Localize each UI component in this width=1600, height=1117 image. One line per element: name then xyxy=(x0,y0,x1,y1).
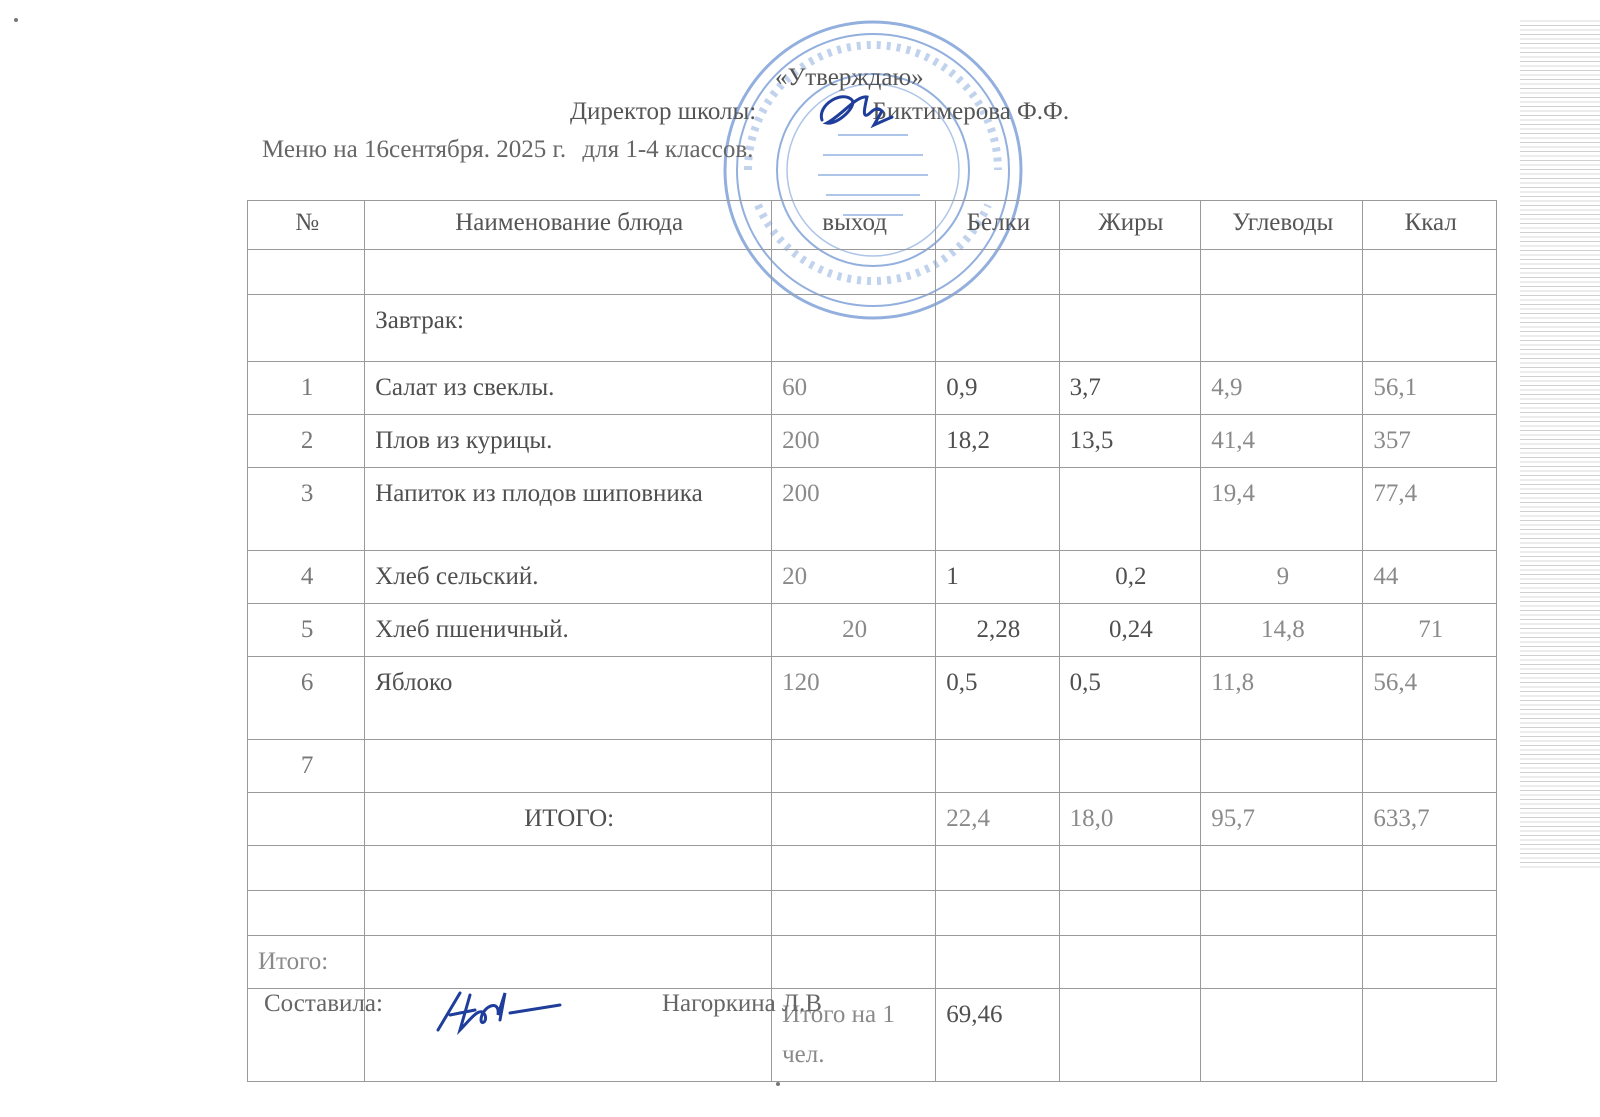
total-kcal: 633,7 xyxy=(1363,793,1497,846)
row-number: 1 xyxy=(248,362,365,415)
dish-kcal: 71 xyxy=(1363,604,1497,657)
dish-name: Хлеб сельский. xyxy=(365,551,772,604)
dish-name: Салат из свеклы. xyxy=(365,362,772,415)
dish-output: 200 xyxy=(772,415,936,468)
director-name: Биктимерова Ф.Ф. xyxy=(872,98,1070,125)
table-header-row xyxy=(248,201,1497,250)
scan-dot xyxy=(14,18,18,22)
dish-fat: 13,5 xyxy=(1059,415,1201,468)
composer-signature xyxy=(430,985,580,1045)
table-row xyxy=(248,604,1497,657)
dish-kcal: 77,4 xyxy=(1363,468,1497,551)
approve-heading: «Утверждаю» xyxy=(775,64,924,91)
table-row-total xyxy=(248,793,1497,846)
row-number: 5 xyxy=(248,604,365,657)
col-output: выход xyxy=(772,201,936,250)
dish-carbs: 11,8 xyxy=(1201,657,1363,740)
table-row-section xyxy=(248,295,1497,362)
table-row xyxy=(248,362,1497,415)
grand-total-label: Итого: xyxy=(248,936,365,989)
director-signature xyxy=(812,85,902,135)
dish-carbs: 41,4 xyxy=(1201,415,1363,468)
menu-title: Меню на 16сентября. 2025 г. xyxy=(262,136,567,163)
dish-name: Яблоко xyxy=(365,657,772,740)
dish-output: 120 xyxy=(772,657,936,740)
dish-kcal: 56,4 xyxy=(1363,657,1497,740)
table-row xyxy=(248,740,1497,793)
dish-fat: 0,2 xyxy=(1059,551,1201,604)
col-fat: Жиры xyxy=(1059,201,1201,250)
total-fat: 18,0 xyxy=(1059,793,1201,846)
dish-protein: 1 xyxy=(936,551,1059,604)
table-row xyxy=(248,657,1497,740)
total-label: ИТОГО: xyxy=(365,793,772,846)
menu-title-line xyxy=(262,136,763,164)
dish-name: Напиток из плодов шиповника xyxy=(365,468,772,551)
grades-label: для 1-4 классов. xyxy=(582,136,754,163)
table-row-grand xyxy=(248,936,1497,989)
table-row xyxy=(248,415,1497,468)
row-number: 4 xyxy=(248,551,365,604)
row-number: 2 xyxy=(248,415,365,468)
dish-kcal: 56,1 xyxy=(1363,362,1497,415)
dish-fat: 0,5 xyxy=(1059,657,1201,740)
menu-table xyxy=(247,200,1497,1082)
dish-protein xyxy=(936,468,1059,551)
dish-name: Плов из курицы. xyxy=(365,415,772,468)
row-number: 3 xyxy=(248,468,365,551)
dish-protein: 0,5 xyxy=(936,657,1059,740)
composer-name: Нагоркина Л.В xyxy=(662,990,822,1017)
scan-dot xyxy=(776,1082,780,1086)
composer-label: Составила: xyxy=(264,990,383,1017)
dish-output: 20 xyxy=(772,551,936,604)
table-row xyxy=(248,551,1497,604)
dish-kcal: 44 xyxy=(1363,551,1497,604)
row-number: 7 xyxy=(248,740,365,793)
dish-output: 200 xyxy=(772,468,936,551)
dish-output: 60 xyxy=(772,362,936,415)
dish-carbs: 14,8 xyxy=(1201,604,1363,657)
section-label: Завтрак: xyxy=(365,295,772,362)
col-number: № xyxy=(248,201,365,250)
dish-output: 20 xyxy=(772,604,936,657)
dish-fat xyxy=(1059,468,1201,551)
director-label: Директор школы: xyxy=(570,98,757,125)
dish-protein: 18,2 xyxy=(936,415,1059,468)
dish-protein: 2,28 xyxy=(936,604,1059,657)
table-row-empty xyxy=(248,891,1497,936)
dish-name: Хлеб пшеничный. xyxy=(365,604,772,657)
per-person-value: 69,46 xyxy=(936,989,1059,1082)
col-carbs: Углеводы xyxy=(1201,201,1363,250)
table-row-empty xyxy=(248,846,1497,891)
per-person-label: Итого на 1 чел. xyxy=(772,989,936,1082)
dish-carbs: 4,9 xyxy=(1201,362,1363,415)
dish-carbs: 9 xyxy=(1201,551,1363,604)
total-protein: 22,4 xyxy=(936,793,1059,846)
table-row xyxy=(248,468,1497,551)
dish-kcal: 357 xyxy=(1363,415,1497,468)
col-dish-name: Наименование блюда xyxy=(365,201,772,250)
total-carbs: 95,7 xyxy=(1201,793,1363,846)
dish-fat: 3,7 xyxy=(1059,362,1201,415)
scan-edge-noise xyxy=(1520,20,1600,870)
col-kcal: Ккал xyxy=(1363,201,1497,250)
row-number: 6 xyxy=(248,657,365,740)
col-protein: Белки xyxy=(936,201,1059,250)
dish-fat: 0,24 xyxy=(1059,604,1201,657)
dish-protein: 0,9 xyxy=(936,362,1059,415)
table-row-empty xyxy=(248,250,1497,295)
dish-carbs: 19,4 xyxy=(1201,468,1363,551)
